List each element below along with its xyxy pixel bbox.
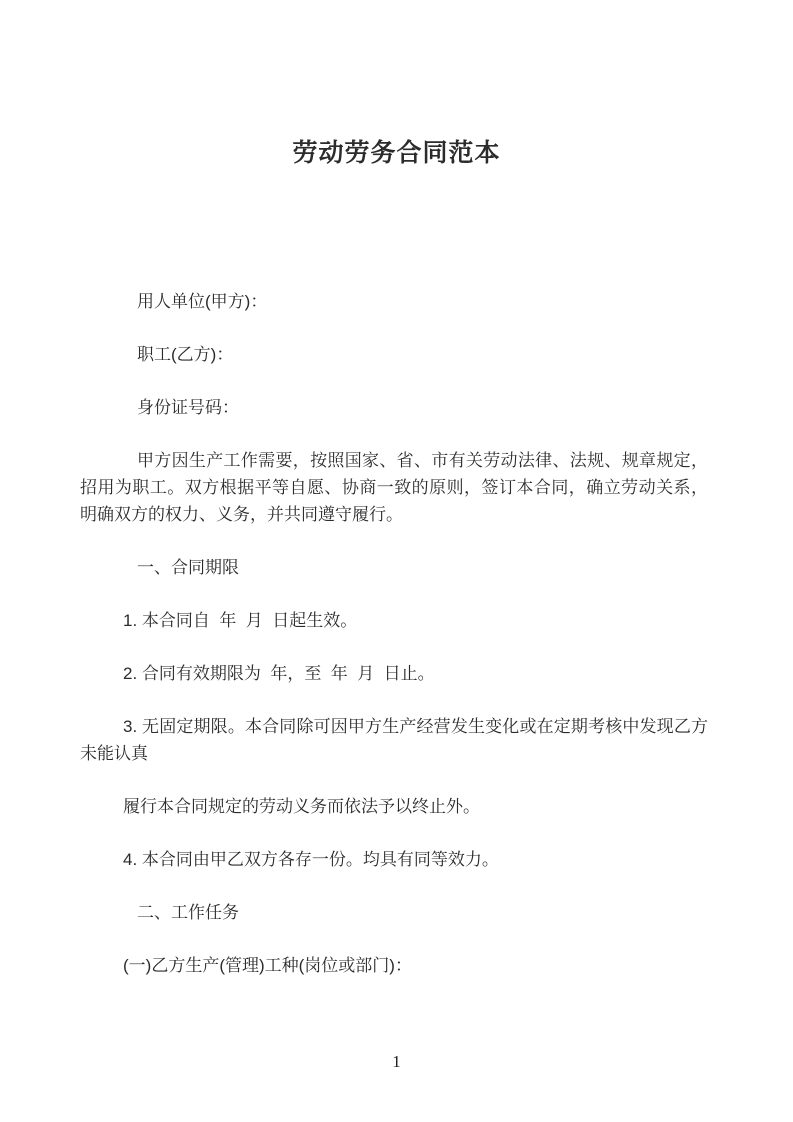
- employer-party-label: 用人单位(甲方)：: [137, 292, 268, 311]
- clause-equal-copies: 4. 本合同由甲乙双方各存一份。均具有同等效力。: [123, 850, 499, 869]
- clause-work-type: (一)乙方生产(管理)工种(岗位或部门)：: [123, 956, 412, 975]
- clause-effective-date: 1. 本合同自 年 月 日起生效。: [123, 611, 358, 630]
- document-title: 劳动劳务合同范本: [292, 139, 501, 167]
- section-heading-work-tasks: 二、工作任务: [137, 903, 239, 922]
- document-body: [0, 288, 793, 979]
- page-number: 1: [392, 1052, 401, 1071]
- clause-open-term: 3. 无固定期限。本合同除可因甲方生产经营发生变化或在定期考核中发现乙方未能认真: [80, 717, 708, 763]
- clause-open-term-continued: 履行本合同规定的劳动义务而依法予以终止外。: [123, 797, 480, 816]
- section-heading-contract-term: 一、合同期限: [137, 558, 239, 577]
- clause-validity-period: 2. 合同有效期限为 年，至 年 月 日止。: [123, 664, 435, 683]
- preamble-paragraph: 甲方因生产工作需要，按照国家、省、市有关劳动法律、法规、规章规定，招用为职工。双方根据平等自愿、协商一致的原则，签订本合同，确立劳动关系，明确双方的权力、义务，并共同遵守履行。: [80, 451, 708, 524]
- employee-party-label: 职工(乙方)：: [137, 345, 234, 364]
- id-number-label: 身份证号码：: [137, 398, 239, 417]
